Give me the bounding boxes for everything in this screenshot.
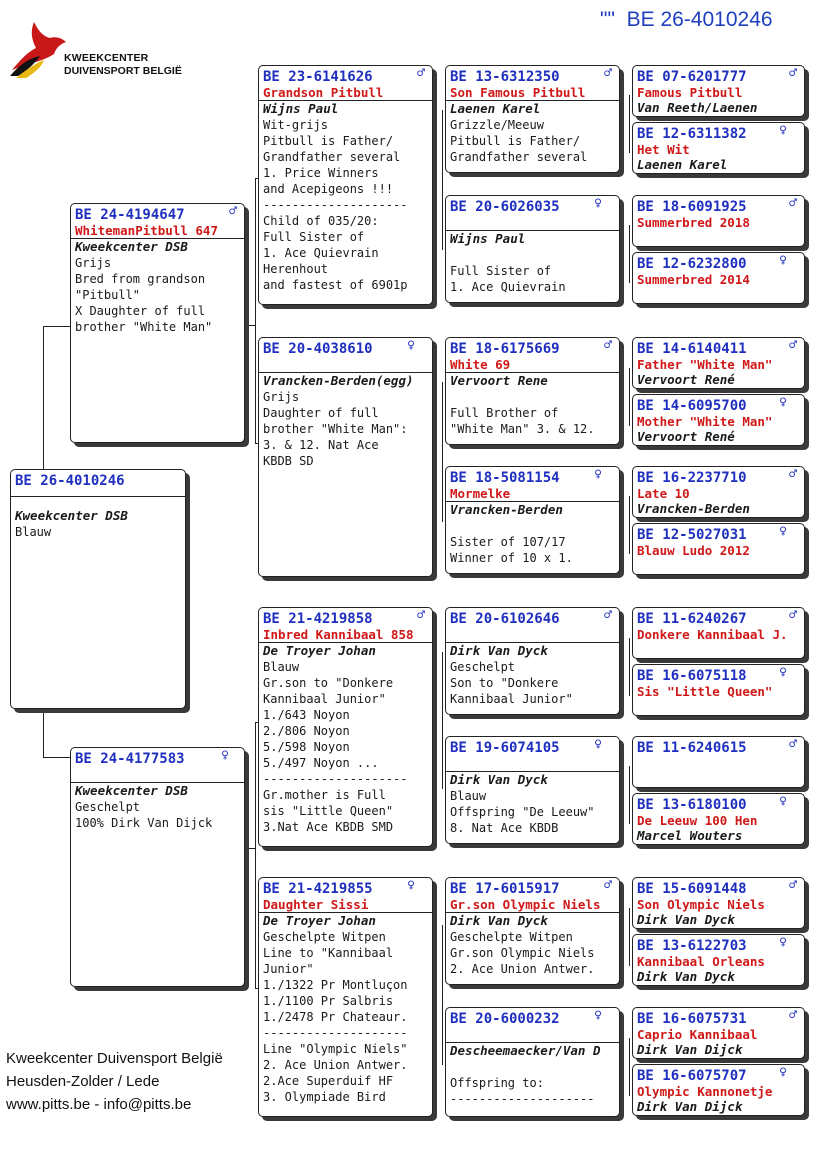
female-icon: ♀ [779, 665, 787, 680]
detail-line: Geschelpt [75, 800, 141, 814]
detail-line: Grandfather several [450, 150, 588, 164]
pigeon-name: Summerbred 2014 [637, 272, 750, 287]
ring-number: BE 21-4219855 ♀ [263, 878, 415, 897]
owner [633, 699, 804, 714]
pigeon-card-small[interactable] [632, 195, 805, 247]
detail-line: Gr.son to "Donkere [263, 676, 394, 690]
logo-title: KWEEKCENTER [64, 52, 149, 64]
connector-line [442, 652, 443, 789]
pigeon-card-small[interactable] [632, 1007, 805, 1059]
detail-line: Full Brother of [450, 406, 559, 420]
connector-line [629, 766, 630, 824]
ring-number: BE 24-4177583 ♀ [75, 748, 229, 767]
logo-subtitle: DUIVENSPORT BELGIË [64, 65, 182, 77]
ring-number: BE 07-6201777 ♂ [637, 66, 797, 85]
ring-number: BE 16-6075118 ♀ [637, 665, 787, 684]
detail-line [446, 389, 619, 405]
connector-line [629, 368, 630, 426]
pigeon-card-small[interactable] [632, 934, 805, 986]
ring-number: BE 11-6240267 ♂ [637, 608, 797, 627]
detail-line: 1./643 Noyon [263, 708, 350, 722]
pigeon-name: De Leeuw 100 Hen [637, 813, 758, 828]
detail-line: and fastest of 6901p [263, 278, 408, 292]
pigeon-card-mff[interactable] [445, 607, 620, 715]
connector-line [255, 178, 256, 443]
owner: Dirk Van Dijck [637, 1042, 743, 1057]
owner: Vrancken-Berden [637, 501, 750, 516]
pigeon-card-mf[interactable] [258, 607, 433, 847]
detail-line: Junior" [263, 962, 314, 976]
pigeon-name: Mother "White Man" [637, 414, 773, 429]
male-icon: ♂ [789, 1008, 797, 1023]
connector-line [442, 382, 443, 522]
detail-line: Geschelpt [450, 660, 516, 674]
detail-line: Pitbull is Father/ [450, 134, 581, 148]
male-icon: ♂ [417, 66, 425, 81]
detail-line: brother "White Man": [263, 422, 408, 436]
pigeon-card-small[interactable] [632, 1064, 805, 1116]
ring-number: BE 21-4219858 ♂ [263, 608, 425, 627]
connector-line [43, 709, 44, 757]
male-icon: ♂ [229, 204, 237, 219]
detail-line: 5./598 Noyon [263, 740, 350, 754]
female-icon: ♀ [779, 253, 787, 268]
detail-line: Full Sister of [263, 230, 365, 244]
owner [633, 558, 804, 573]
ring-number: BE 20-4038610 ♀ [263, 338, 415, 357]
detail-line: -------------------- [263, 1026, 408, 1040]
owner: Dirk Van Dyck [637, 969, 735, 984]
connector-line [629, 496, 630, 554]
detail-line: "Pitbull" [75, 288, 141, 302]
detail-line: Geschelpte Witpen [263, 930, 386, 944]
owner: Dirk Van Dyck [450, 643, 548, 658]
detail-line: Bred from grandson [75, 272, 206, 286]
owner: Dirk Van Dyck [450, 772, 548, 787]
detail-line: 1./1322 Pr Montluçon [263, 978, 408, 992]
detail-line: 1. Ace Quievrain [263, 246, 379, 260]
male-icon: ♂ [417, 608, 425, 623]
detail-line: Blauw [263, 660, 300, 674]
male-icon: ♂ [789, 467, 797, 482]
footer-company: Kweekcenter Duivensport België [6, 1050, 223, 1067]
detail-line: Winner of 10 x 1. [450, 551, 573, 565]
ring-number: BE 16-2237710 ♂ [637, 467, 797, 486]
pigeon-name: Kannibaal Orleans [637, 954, 765, 969]
connector-line [43, 326, 71, 327]
female-icon: ♀ [779, 794, 787, 809]
detail-line: Offspring to: [450, 1076, 544, 1090]
female-icon: ♀ [779, 395, 787, 410]
pigeon-card-small[interactable] [632, 466, 805, 518]
owner: Kweekcenter DSB [75, 239, 188, 254]
pigeon-card-small[interactable] [632, 664, 805, 716]
detail-line: 1. Ace Quievrain [450, 280, 566, 294]
ring-number: BE 16-6075731 ♂ [637, 1008, 797, 1027]
owner: De Troyer Johan [263, 913, 376, 928]
detail-line: Wit-grijs [263, 118, 329, 132]
ring-number: BE 18-6175669 ♂ [450, 338, 612, 357]
pigeon-card-mother[interactable] [70, 747, 245, 987]
detail-line: Pitbull is Father/ [263, 134, 394, 148]
pigeon-card-small[interactable] [632, 252, 805, 304]
owner: Dirk Van Dyck [450, 913, 548, 928]
ring-number: BE 19-6074105 ♀ [450, 737, 602, 756]
male-icon: ♂ [789, 66, 797, 81]
pigeon-card-small[interactable] [632, 607, 805, 659]
pigeon-card-ffm[interactable] [445, 195, 620, 303]
pedigree-ring-title: "" BE 26-4010246 [600, 8, 773, 31]
detail-line: Offspring "De Leeuw" [450, 805, 595, 819]
detail-line: 3. & 12. Nat Ace [263, 438, 379, 452]
female-icon: ♀ [594, 196, 602, 211]
female-icon: ♀ [594, 737, 602, 752]
detail-line: -------------------- [263, 198, 408, 212]
ring-number: BE 12-6311382 ♀ [637, 123, 787, 142]
ring-number: BE 20-6000232 ♀ [450, 1008, 602, 1027]
detail-line: Grijs [75, 256, 112, 270]
male-icon: ♂ [789, 878, 797, 893]
pigeon-card-small[interactable] [632, 337, 805, 389]
connector-line [245, 325, 256, 326]
detail-line: X Daughter of full [75, 304, 206, 318]
ring-number: BE 18-5081154 ♀ [450, 467, 602, 486]
male-icon: ♂ [604, 338, 612, 353]
owner: Laenen Karel [637, 157, 728, 172]
connector-line [43, 326, 44, 469]
owner: Kweekcenter DSB [75, 783, 188, 798]
pigeon-card-small[interactable] [632, 394, 805, 446]
detail-line: Sister of 107/17 [450, 535, 566, 549]
ring-number: BE 15-6091448 ♂ [637, 878, 797, 897]
kweekcenter-logo [8, 18, 182, 82]
ring-number: BE 14-6140411 ♂ [637, 338, 797, 357]
male-icon: ♂ [789, 338, 797, 353]
owner: Dirk Van Dyck [637, 912, 735, 927]
detail-line: Kannibaal Junior" [450, 692, 573, 706]
pigeon-name: Olympic Kannonetje [637, 1084, 773, 1099]
detail-line: Full Sister of [450, 264, 552, 278]
pigeon-card-mm[interactable] [258, 877, 433, 1117]
owner: Vrancken-Berden [450, 502, 563, 517]
detail-line: 2./806 Noyon [263, 724, 350, 738]
connector-line [629, 908, 630, 966]
owner: De Troyer Johan [263, 643, 376, 658]
pigeon-name: Son Famous Pitbull [446, 85, 619, 101]
pigeon-card-small[interactable] [632, 523, 805, 575]
detail-line: Child of 035/20: [263, 214, 379, 228]
connector-line [629, 638, 630, 696]
detail-line: Gr.mother is Full [263, 788, 386, 802]
detail-line: Line "Olympic Niels" [263, 1042, 408, 1056]
ring-number: BE 13-6312350 ♂ [450, 66, 612, 85]
pigeon-card-small[interactable] [632, 793, 805, 845]
owner: Vervoort René [637, 429, 735, 444]
detail-line: Grizzle/Meeuw [450, 118, 544, 132]
pigeon-name: Donkere Kannibaal J. [637, 627, 788, 642]
detail-line: sis "Little Queen" [263, 804, 394, 818]
owner: Van Reeth/Laenen [637, 100, 758, 115]
ring-number: BE 20-6026035 ♀ [450, 196, 602, 215]
female-icon: ♀ [594, 1008, 602, 1023]
female-icon: ♀ [407, 338, 415, 353]
detail-line: Blauw [15, 525, 52, 539]
detail-line: 1./2478 Pr Chateaur. [263, 1010, 408, 1024]
pigeon-card-subject[interactable] [10, 469, 186, 709]
male-icon: ♂ [604, 66, 612, 81]
detail-line: Daughter of full [263, 406, 379, 420]
owner: Vrancken-Berden(egg) [263, 373, 414, 388]
detail-line: Grijs [263, 390, 300, 404]
pigeon-card-small[interactable] [632, 736, 805, 788]
male-icon: ♂ [604, 608, 612, 623]
pigeon-name: White 69 [446, 357, 619, 373]
pigeon-card-fmf[interactable] [445, 337, 620, 445]
detail-line: KBDB SD [263, 454, 314, 468]
detail-line: 1./1100 Pr Salbris [263, 994, 394, 1008]
owner [633, 287, 804, 302]
ring-number: BE 12-5027031 ♀ [637, 524, 787, 543]
pigeon-name: Blauw Ludo 2012 [637, 543, 750, 558]
ring-number: BE 18-6091925 ♂ [637, 196, 797, 215]
detail-line [446, 518, 619, 534]
detail-line: 2.Ace Superduif HF [263, 1074, 394, 1088]
owner: Marcel Wouters [637, 828, 743, 843]
pigeon-name: Grandson Pitbull [259, 85, 432, 101]
pigeon-card-fff[interactable] [445, 65, 620, 173]
pigeon-name: Het Wit [637, 142, 690, 157]
pigeon-name: Summerbred 2018 [637, 215, 750, 230]
detail-line: Kannibaal Junior" [263, 692, 386, 706]
owner: Wijns Paul [450, 231, 526, 246]
male-icon: ♂ [789, 608, 797, 623]
male-icon: ♂ [604, 878, 612, 893]
pigeon-name: Famous Pitbull [637, 85, 743, 100]
detail-line: 3.Nat Ace KBDB SMD [263, 820, 394, 834]
owner [633, 771, 804, 786]
pigeon-card-small[interactable] [632, 122, 805, 174]
detail-line: 3. Olympiade Bird [263, 1090, 386, 1104]
owner: Kweekcenter DSB [15, 508, 128, 523]
ring-number: BE 16-6075707 ♀ [637, 1065, 787, 1084]
connector-line [43, 757, 71, 758]
detail-line: Blauw [450, 789, 487, 803]
pigeon-name: Daughter Sissi [259, 897, 432, 913]
female-icon: ♀ [779, 524, 787, 539]
detail-line: -------------------- [263, 772, 408, 786]
pigeon-name: Mormelke [446, 486, 619, 502]
owner [633, 642, 804, 657]
pigeon-card-father[interactable] [70, 203, 245, 443]
female-icon: ♀ [779, 1065, 787, 1080]
female-icon: ♀ [779, 935, 787, 950]
pigeon-name: WhitemanPitbull 647 [71, 223, 244, 239]
detail-line: 2. Ace Union Antwer. [263, 1058, 408, 1072]
detail-line: and Acepigeons !!! [263, 182, 394, 196]
male-icon: ♂ [789, 737, 797, 752]
detail-line: 1. Price Winners [263, 166, 379, 180]
pigeon-card-small[interactable] [632, 877, 805, 929]
pigeon-name [633, 756, 804, 771]
connector-line [629, 95, 630, 153]
pigeon-card-mfm[interactable] [445, 736, 620, 844]
ring-number: BE 14-6095700 ♀ [637, 395, 787, 414]
owner: Laenen Karel [450, 101, 541, 116]
detail-line: brother "White Man" [75, 320, 213, 334]
connector-line [245, 848, 256, 849]
female-icon: ♀ [407, 878, 415, 893]
detail-line: Son to "Donkere [450, 676, 559, 690]
pigeon-name: Late 10 [637, 486, 690, 501]
ring-number: BE 12-6232800 ♀ [637, 253, 787, 272]
ring-number: BE 17-6015917 ♂ [450, 878, 612, 897]
ring-number: BE 13-6122703 ♀ [637, 935, 787, 954]
owner: Vervoort René [637, 372, 735, 387]
detail-line [446, 1059, 619, 1075]
pigeon-name: Caprio Kannibaal [637, 1027, 758, 1042]
connector-line [629, 1038, 630, 1096]
detail-line [446, 247, 619, 263]
female-icon: ♀ [221, 748, 229, 763]
ring-number: BE 24-4194647 ♂ [75, 204, 237, 223]
pigeon-name: Gr.son Olympic Niels [446, 897, 619, 913]
pigeon-logo-icon [8, 18, 68, 82]
detail-line: 8. Nat Ace KBDB [450, 821, 559, 835]
pigeon-name: Inbred Kannibaal 858 [259, 627, 432, 643]
divider [11, 496, 185, 497]
ring-number: BE 26-4010246 [15, 473, 125, 489]
pigeon-name: Son Olympic Niels [637, 897, 765, 912]
female-icon: ♀ [779, 123, 787, 138]
ring-number: BE 20-6102646 ♂ [450, 608, 612, 627]
connector-line [442, 110, 443, 250]
detail-line: 2. Ace Union Antwer. [450, 962, 595, 976]
male-icon: ♂ [789, 196, 797, 211]
detail-line: Gr.son Olympic Niels [450, 946, 595, 960]
detail-line: Herenhout [263, 262, 329, 276]
footer-location: Heusden-Zolder / Lede [6, 1073, 160, 1090]
footer-contact-link[interactable]: www.pitts.be - info@pitts.be [6, 1096, 192, 1113]
ring-number: BE 23-6141626 ♂ [263, 66, 425, 85]
detail-line: "White Man" 3. & 12. [450, 422, 595, 436]
connector-line [629, 225, 630, 283]
detail-line: Geschelpte Witpen [450, 930, 573, 944]
ring-number: BE 11-6240615 ♂ [637, 737, 797, 756]
pigeon-card-mmm[interactable] [445, 1007, 620, 1117]
detail-line: 5./497 Noyon ... [263, 756, 379, 770]
owner: Dirk Van Dijck [637, 1099, 743, 1114]
pigeon-name: Father "White Man" [637, 357, 773, 372]
detail-line: -------------------- [450, 1092, 595, 1106]
detail-line: Grandfather several [263, 150, 401, 164]
connector-line [442, 925, 443, 1065]
detail-line: 100% Dirk Van Dijck [75, 816, 213, 830]
owner: Descheemaecker/Van D [450, 1043, 601, 1058]
pigeon-card-ff[interactable] [258, 65, 433, 305]
pigeon-card-fm[interactable] [258, 337, 433, 577]
owner: Vervoort Rene [450, 373, 548, 388]
pigeon-name: Sis "Little Queen" [637, 684, 773, 699]
connector-line [255, 722, 256, 988]
pigeon-card-fmm[interactable] [445, 466, 620, 574]
pigeon-card-small[interactable] [632, 65, 805, 117]
ring-number: BE 13-6180100 ♀ [637, 794, 787, 813]
owner: Wijns Paul [263, 101, 339, 116]
female-icon: ♀ [594, 467, 602, 482]
owner [633, 230, 804, 245]
detail-line: Line to "Kannibaal [263, 946, 394, 960]
pigeon-card-mmf[interactable] [445, 877, 620, 985]
